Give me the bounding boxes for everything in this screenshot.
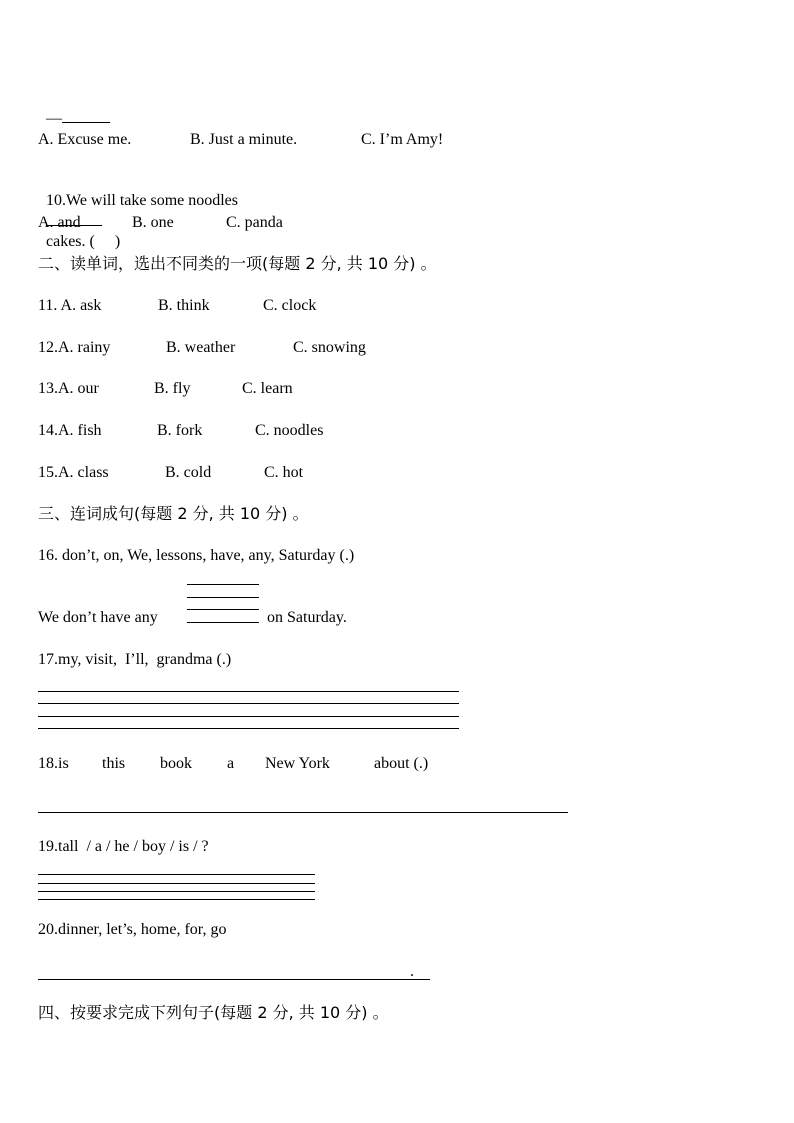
q20-answer-line[interactable] [38, 979, 430, 980]
q19-answer-line-2[interactable] [38, 883, 315, 884]
q18-word-6: about (.) [374, 755, 429, 772]
q17-answer-line-3[interactable] [38, 716, 459, 717]
q15-option-a: 15.A. class [38, 464, 109, 481]
q20-end-mark: . [410, 963, 414, 980]
q14-option-b: B. fork [157, 422, 203, 439]
q16-answer-line-1[interactable] [187, 584, 259, 585]
q10-option-b: B. one [132, 214, 174, 231]
q13-option-c: C. learn [242, 380, 293, 397]
q16-answer-line-2[interactable] [187, 597, 259, 598]
q20-prompt: 20.dinner, let’s, home, for, go [38, 921, 227, 938]
q12-option-a: 12.A. rainy [38, 339, 111, 356]
q9-blank[interactable] [62, 108, 110, 123]
q15-option-c: C. hot [264, 464, 304, 481]
q11-option-a: 11. A. ask [38, 297, 102, 314]
q9-answer-line [38, 88, 110, 129]
q10-option-a: A. and [38, 214, 81, 231]
q19-answer-line-1[interactable] [38, 874, 315, 875]
q11-option-c: C. clock [263, 297, 317, 314]
section2-heading: 二、读单词，选出不同类的一项(每题 2 分, 共 10 分) 。 [38, 254, 437, 273]
q10-option-c: C. panda [226, 214, 283, 231]
q12-option-c: C. snowing [293, 339, 366, 356]
q16-answer-after: on Saturday. [267, 609, 347, 626]
q12-option-b: B. weather [166, 339, 236, 356]
q19-answer-line-4[interactable] [38, 899, 315, 900]
q19-prompt: 19.tall / a / he / boy / is / ? [38, 838, 209, 855]
q9-option-a: A. Excuse me. [38, 131, 132, 148]
q9-option-b: B. Just a minute. [190, 131, 298, 148]
q18-word-1: 18.is [38, 755, 69, 772]
q16-answer-line-4[interactable] [187, 622, 259, 623]
q9-option-c: C. I’m Amy! [361, 131, 444, 148]
q18-word-4: a [227, 755, 235, 772]
q17-prompt: 17.my, visit, I’ll, grandma (.) [38, 651, 232, 668]
q10-stem-after: cakes. ( ) [46, 233, 121, 250]
q19-answer-line-3[interactable] [38, 891, 315, 892]
q16-prompt: 16. don’t, on, We, lessons, have, any, Saturday (.) [38, 547, 355, 564]
q18-word-2: this [102, 755, 126, 772]
q9-dash: — [46, 110, 62, 127]
q11-option-b: B. think [158, 297, 210, 314]
q17-answer-line-4[interactable] [38, 728, 459, 729]
q18-answer-line[interactable] [38, 812, 568, 813]
q18-word-5: New York [265, 755, 330, 772]
q15-option-b: B. cold [165, 464, 212, 481]
q10-stem [38, 171, 238, 252]
q17-answer-line-1[interactable] [38, 691, 459, 692]
q14-option-a: 14.A. fish [38, 422, 102, 439]
q13-option-b: B. fly [154, 380, 191, 397]
q14-option-c: C. noodles [255, 422, 324, 439]
q16-answer-before: We don’t have any [38, 609, 158, 626]
section3-heading: 三、连词成句(每题 2 分, 共 10 分) 。 [38, 504, 309, 523]
q18-word-3: book [160, 755, 192, 772]
q13-option-a: 13.A. our [38, 380, 99, 397]
q17-answer-line-2[interactable] [38, 703, 459, 704]
q10-stem-before: 10.We will take some noodles [46, 192, 239, 209]
q16-answer-line-3[interactable] [187, 609, 259, 610]
section4-heading: 四、按要求完成下列句子(每题 2 分, 共 10 分) 。 [38, 1003, 389, 1022]
